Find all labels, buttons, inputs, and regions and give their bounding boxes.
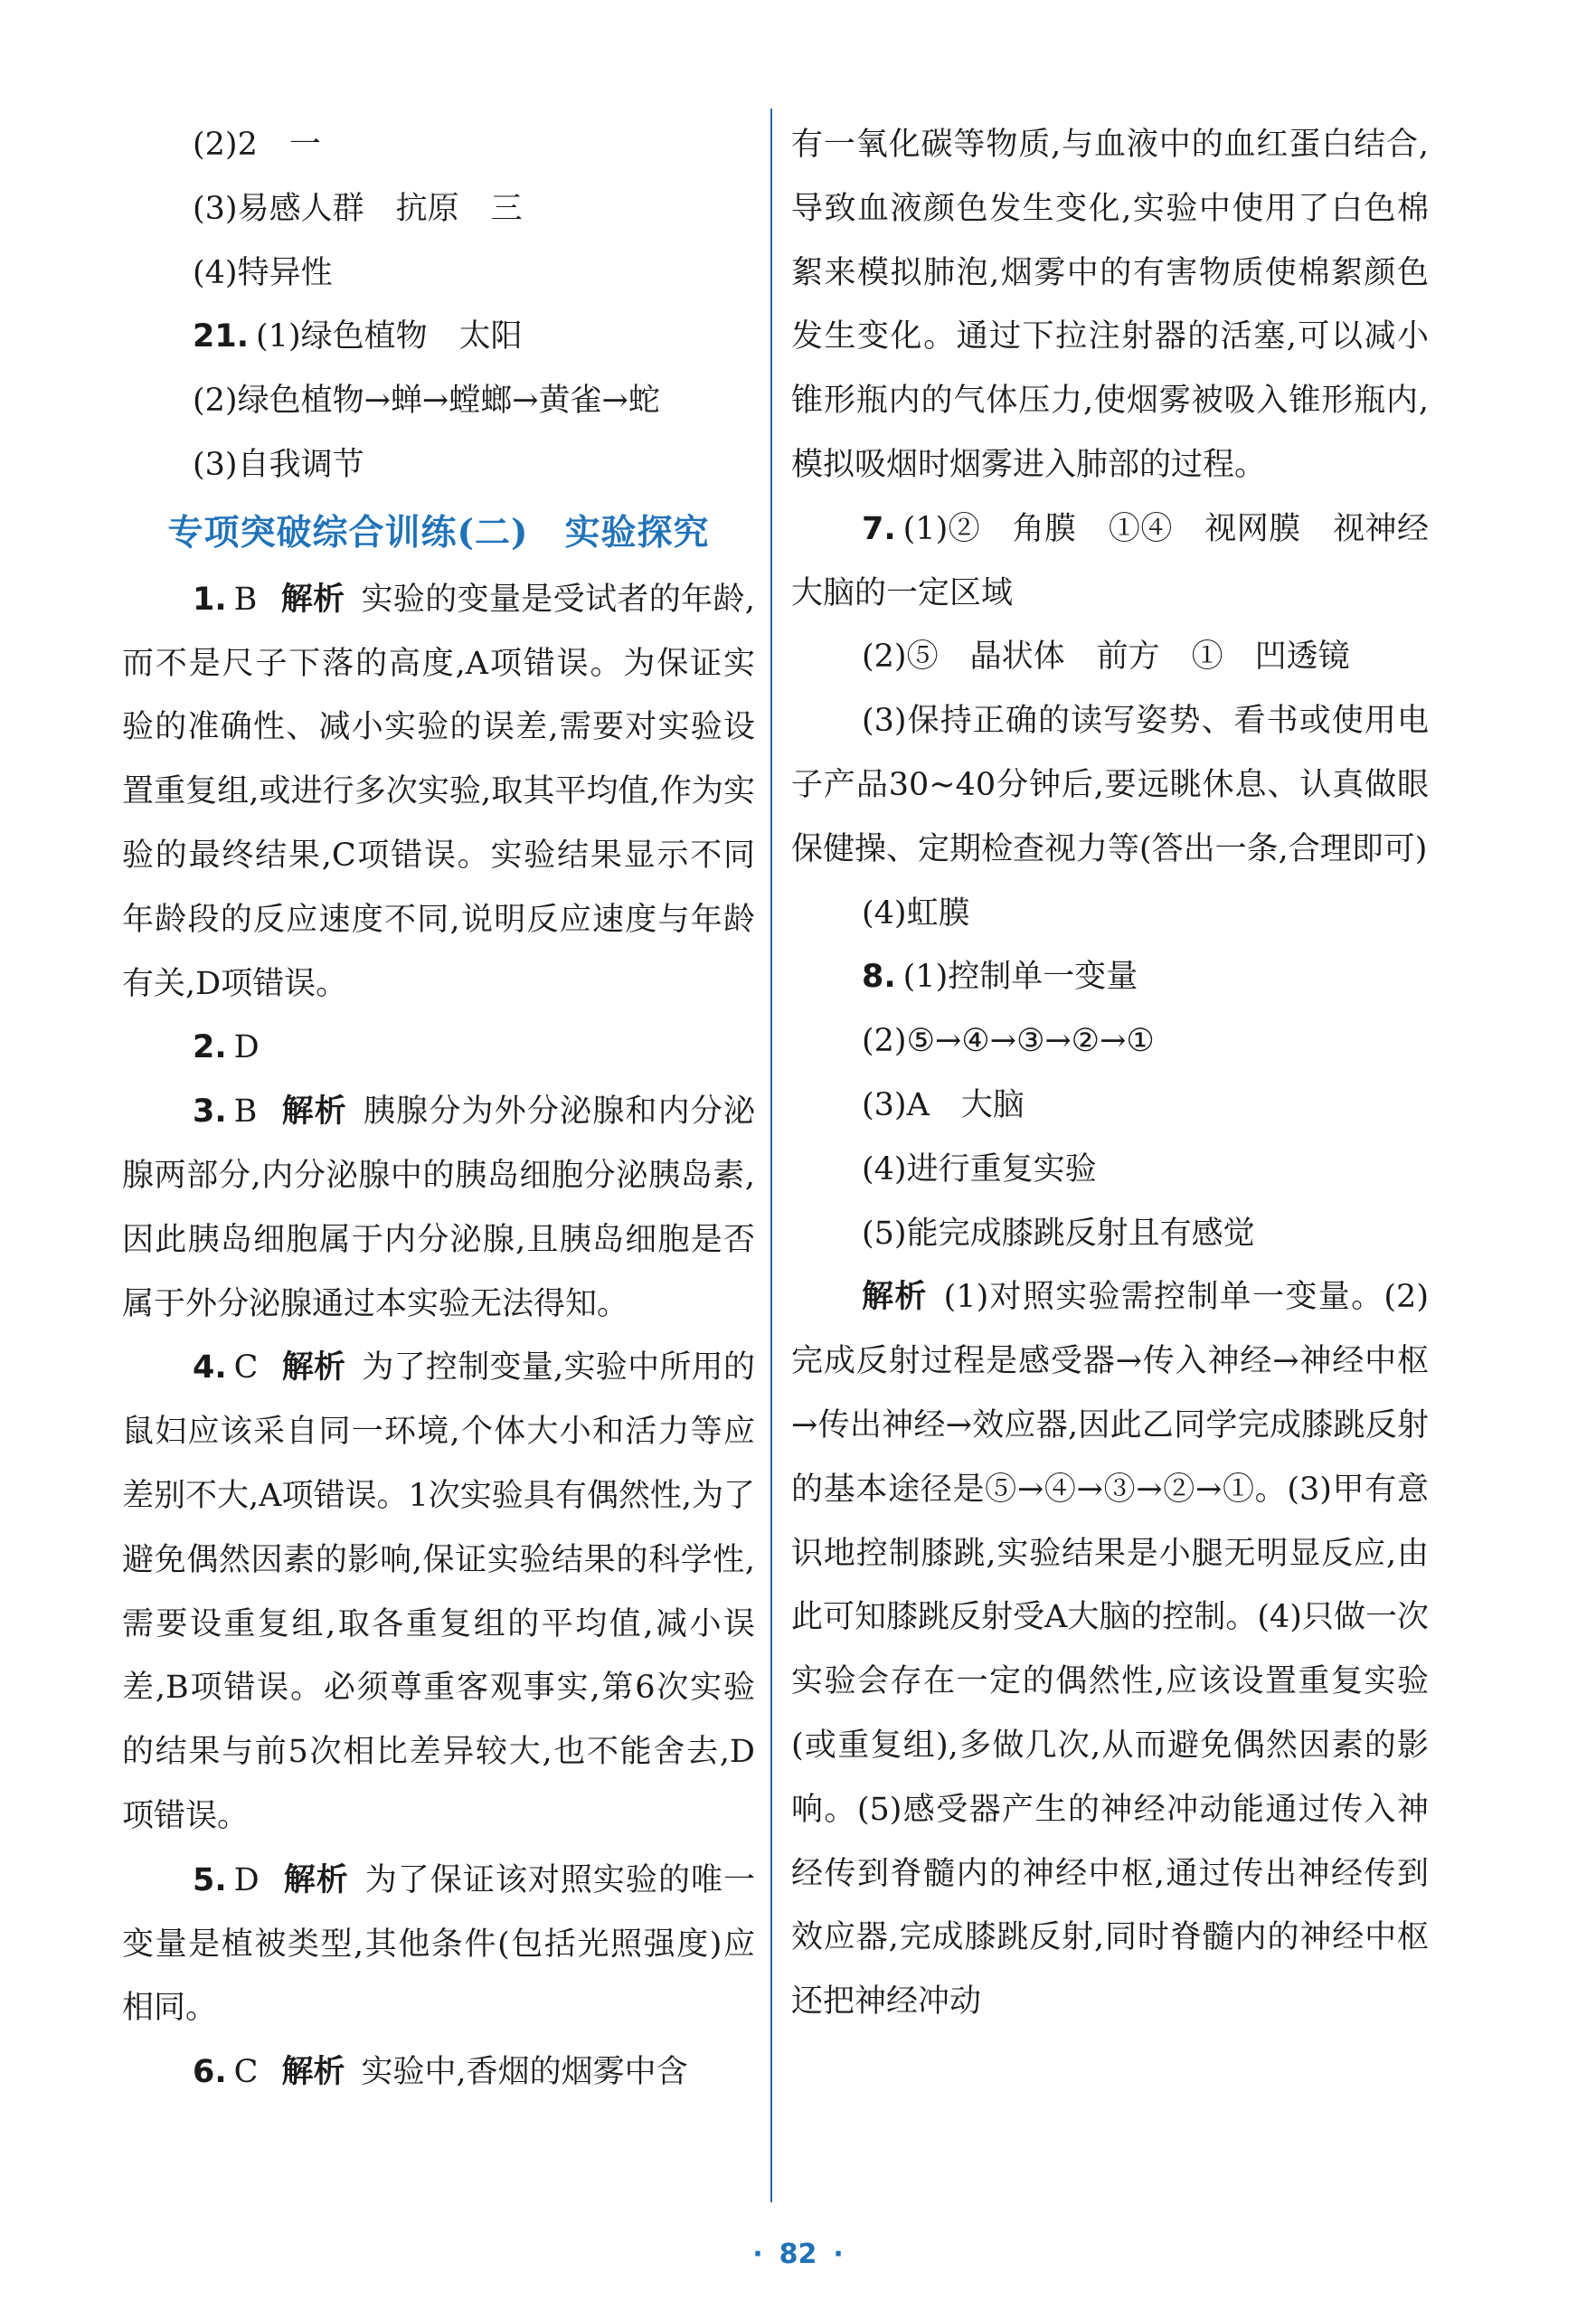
analysis-text: 实验中,香烟的烟雾中含 <box>361 2054 688 2091</box>
answer-text: (1)② 角膜 ①④ 视网膜 视神经 大脑的一定区域 <box>791 510 1461 611</box>
answer-letter: B <box>233 581 258 618</box>
question-8-analysis <box>791 1265 1429 2034</box>
question-number: 3. <box>193 1093 227 1131</box>
question-number: 1. <box>193 581 227 618</box>
answer-line: (2)绿色植物→蝉→螳螂→黄雀→蛇 <box>193 383 660 420</box>
page-number <box>0 2238 1596 2270</box>
question-7 <box>791 497 1461 626</box>
question-2 <box>122 1016 755 1080</box>
question-number: 8. <box>862 959 896 996</box>
analysis-tag: 解析 <box>280 581 345 618</box>
answer-line: (5)能完成膝跳反射且有感觉 <box>862 1215 1255 1252</box>
answer-letter: D <box>233 1861 260 1898</box>
question-number: 7. <box>862 510 896 547</box>
right-column <box>791 113 1461 2034</box>
analysis-tag: 解析 <box>281 2054 345 2091</box>
question-21 <box>122 305 755 369</box>
question-6 <box>122 2040 755 2105</box>
answer-letter: B <box>233 1093 258 1131</box>
answer-line: (3)自我调节 <box>193 446 364 483</box>
analysis-text: 胰腺分为外分泌腺和内分泌腺两部分,内分泌腺中的胰岛细胞分泌胰岛素,因此胰岛细胞属于内分泌腺,且胰岛细胞是否属于外分泌腺通过本实验无法得知。 <box>122 1093 755 1322</box>
analysis-tag: 解析 <box>282 1861 349 1898</box>
bullet-dot: · <box>833 2238 844 2270</box>
answer-text: (1)绿色植物 太阳 <box>256 318 523 355</box>
question-number: 6. <box>193 2054 227 2091</box>
left-column <box>122 113 755 2105</box>
question-1 <box>122 568 755 1017</box>
question-8 <box>791 945 1429 1009</box>
answer-line: (3)A 大脑 <box>862 1086 1025 1123</box>
question-3 <box>122 1080 755 1336</box>
answer-line: (4)特异性 <box>193 254 333 291</box>
answer-letter: C <box>233 1349 259 1387</box>
page-number-value: 82 <box>779 2238 817 2270</box>
answer-line: (2)⑤ 晶状体 前方 ① 凹透镜 <box>862 639 1350 676</box>
section-title: 专项突破综合训练(二) 实验探究 <box>167 511 710 554</box>
answer-letter: C <box>233 2054 259 2091</box>
question-6-continued: 有一氧化碳等物质,与血液中的血红蛋白结合,导致血液颜色发生变化,实验中使用了白色棉絮来模拟肺泡,烟雾中的有害物质使棉絮颜色发生变化。通过下拉注射器的活塞,可以减小锥形瓶内的气体压力,使烟雾被吸入锥形瓶内,模拟吸烟时烟雾进入肺部的过程。 <box>791 127 1429 483</box>
question-number: 21. <box>193 318 250 355</box>
analysis-text: 为了保证该对照实验的唯一变量是植被类型,其他条件(包括光照强度)应相同。 <box>122 1861 755 2027</box>
question-number: 5. <box>193 1861 227 1898</box>
answer-line: (2)⑤→④→③→②→① <box>862 1023 1155 1060</box>
analysis-text: 为了控制变量,实验中所用的鼠妇应该采自同一环境,个体大小和活力等应差别不大,A项错误。1次实验具有偶然性,为了避免偶然因素的影响,保证实验结果的科学性,需要设重复组,取各重复组的平均值,减小误差,B项错误。必须尊重客观事实,第6次实验的结果与前5次相比差异较大,也不能舍去,D项错误。 <box>122 1349 755 1834</box>
question-4 <box>122 1336 755 1848</box>
column-divider <box>770 109 772 2202</box>
answer-line: (3)易感人群 抗原 三 <box>193 190 523 227</box>
bullet-dot: · <box>752 2238 763 2270</box>
analysis-tag: 解析 <box>862 1279 928 1316</box>
question-5 <box>122 1849 755 2040</box>
answer-text: (1)控制单一变量 <box>902 959 1138 996</box>
analysis-tag: 解析 <box>281 1349 346 1387</box>
answer-line: (2)2 一 <box>193 127 321 163</box>
answer-line: (4)进行重复实验 <box>862 1150 1097 1188</box>
answer-line: (3)保持正确的读写姿势、看书或使用电子产品30~40分钟后,要远眺休息、认真做眼保健操、定期检查视力等(答出一条,合理即可) <box>791 703 1429 867</box>
analysis-text: 实验的变量是受试者的年龄,而不是尺子下落的高度,A项错误。为保证实验的准确性、减小实验的误差,需要对实验设置重复组,或进行多次实验,取其平均值,作为实验的最终结果,C项错误。实验结果显示不同年龄段的反应速度不同,说明反应速度与年龄有关,D项错误。 <box>122 581 755 1002</box>
answer-line: (4)虹膜 <box>862 894 970 932</box>
question-number: 2. <box>193 1029 227 1066</box>
question-number: 4. <box>193 1349 227 1387</box>
analysis-tag: 解析 <box>280 1093 347 1131</box>
answer-letter: D <box>233 1029 260 1066</box>
analysis-text: (1)对照实验需控制单一变量。(2)完成反射过程是感受器→传入神经→神经中枢→传出神经→效应器,因此乙同学完成膝跳反射的基本途径是⑤→④→③→②→①。(3)甲有意识地控制膝跳,实验结果是小腿无明显反应,由此可知膝跳反射受A大脑的控制。(4)只做一次实验会存在一定的偶然性,应该设置重复实验(或重复组),多做几次,从而避免偶然因素的影响。(5)感受器产生的神经冲动能通过传入神经传到脊髓内的神经中枢,通过传出神经传到效应器,完成膝跳反射,同时脊髓内的神经中枢还把神经冲动 <box>791 1279 1429 2021</box>
